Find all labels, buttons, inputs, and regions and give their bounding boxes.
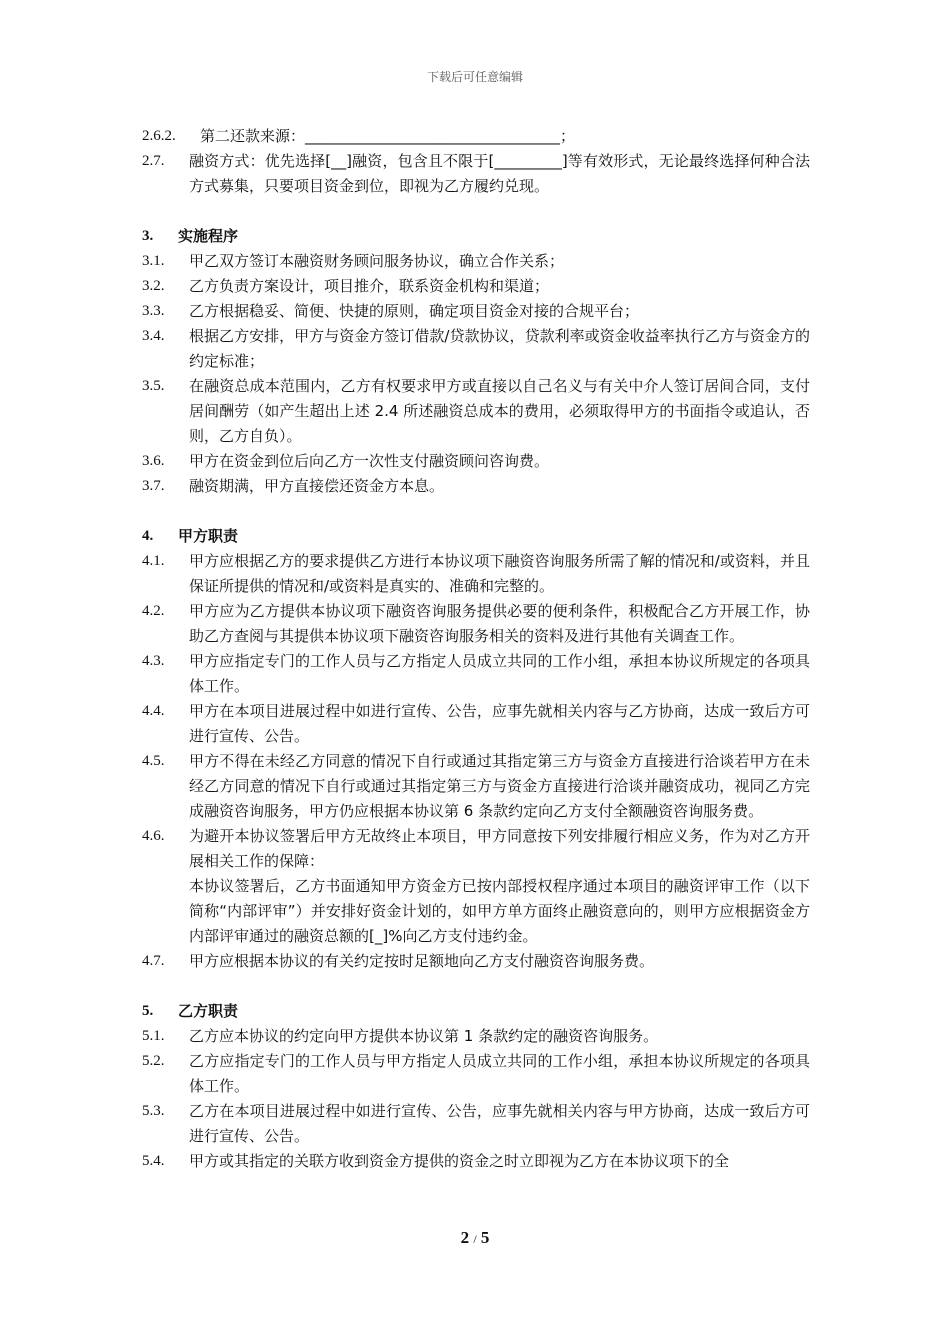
page-header: 下载后可任意编辑 [426,70,523,84]
clause-4-4 [142,699,810,749]
clause-number: 4.1. [142,553,165,569]
clause-text: 甲方在本项目进展过程中如进行宣传、公告，应事先就相关内容与乙方协商，达成一致后方可进行宣传、公告。 [189,702,810,745]
clause-3-2 [142,274,810,299]
clause-number: 4.3. [142,653,165,669]
clause-text: 乙方根据稳妥、简便、快捷的原则，确定项目资金对接的合规平台； [189,302,640,320]
clause-number: 4.7. [142,953,165,969]
section-title: 甲方职责 [178,527,239,545]
clause-number: 3.4. [142,328,165,344]
clause-text: 在融资总成本范围内，乙方有权要求甲方或直接以自己名义与有关中介人签订居间合同，支付居间酬劳（如产生超出上述 2.4 所述融资总成本的费用，必须取得甲方的书面指令或追认，否则，乙方自负）。 [189,377,810,445]
clause-number: 2.7. [142,153,165,169]
section-title: 乙方职责 [178,1002,239,1020]
page-separator: / [473,1232,477,1246]
clause-4-6 [142,824,810,874]
section-5-heading [142,999,810,1024]
clause-5-4 [142,1149,810,1174]
clause-2-6-2 [142,124,810,149]
clause-4-3 [142,649,810,699]
clause-text: 甲乙双方签订本融资财务顾问服务协议，确立合作关系； [189,252,565,270]
clause-4-2 [142,599,810,649]
clause-text: 第二还款来源：__________________________________； [200,127,576,145]
section-4-heading [142,524,810,549]
clause-number: 3.5. [142,378,165,394]
section-number: 4. [142,528,154,544]
clause-number: 5.3. [142,1103,165,1119]
clause-4-6-continuation: 本协议签署后，乙方书面通知甲方资金方已按内部授权程序通过本项目的融资评审工作（以下简称“内部评审”）并安排好资金计划的，如甲方单方面终止融资意向的，则甲方应根据资金方内部评审通过的融资总额的[_]%向乙方支付违约金。 [189,877,810,945]
clause-number: 4.5. [142,753,165,769]
clause-text: 甲方应指定专门的工作人员与乙方指定人员成立共同的工作小组，承担本协议所规定的各项具体工作。 [189,652,810,695]
clause-text: 甲方在资金到位后向乙方一次性支付融资顾问咨询费。 [189,452,550,470]
clause-text: 乙方在本项目进展过程中如进行宣传、公告，应事先就相关内容与甲方协商，达成一致后方可进行宣传、公告。 [189,1102,810,1145]
clause-3-3 [142,299,810,324]
section-title: 实施程序 [178,227,239,245]
clause-4-7 [142,949,810,974]
clause-4-1 [142,549,810,599]
clause-3-4 [142,324,810,374]
clause-2-7 [142,149,810,199]
clause-4-5 [142,749,810,824]
current-page: 2 [460,1228,470,1247]
clause-text: 乙方负责方案设计，项目推介，联系资金机构和渠道； [189,277,550,295]
clause-5-1 [142,1024,810,1049]
section-number: 3. [142,228,154,244]
clause-text: 为避开本协议签署后甲方无故终止本项目，甲方同意按下列安排履行相应义务，作为对乙方开展相关工作的保障： [189,827,810,870]
clause-text: 融资期满，甲方直接偿还资金方本息。 [189,477,445,495]
clause-number: 4.2. [142,603,165,619]
clause-number: 3.3. [142,303,165,319]
clause-number: 3.7. [142,478,165,494]
clause-5-3 [142,1099,810,1149]
clause-number: 5.2. [142,1053,165,1069]
clause-text: 乙方应指定专门的工作人员与甲方指定人员成立共同的工作小组，承担本协议所规定的各项具体工作。 [189,1052,810,1095]
section-number: 5. [142,1003,154,1019]
clause-text: 融资方式：优先选择[__]融资，包含且不限于[_________]等有效形式，无论最终选择何种合法方式募集，只要项目资金到位，即视为乙方履约兑现。 [189,152,810,195]
document-body [142,124,810,1174]
clause-text: 甲方应根据乙方的要求提供乙方进行本协议项下融资咨询服务所需了解的情况和/或资料，并且保证所提供的情况和/或资料是真实的、准确和完整的。 [189,552,810,595]
clause-number: 3.6. [142,453,165,469]
clause-number: 3.2. [142,278,165,294]
clause-text: 根据乙方安排，甲方与资金方签订借款/贷款协议，贷款利率或资金收益率执行乙方与资金方的约定标准； [189,327,810,370]
clause-text: 甲方应为乙方提供本协议项下融资咨询服务提供必要的便利条件，积极配合乙方开展工作，协助乙方查阅与其提供本协议项下融资咨询服务相关的资料及进行其他有关调查工作。 [189,602,810,645]
clause-number: 5.4. [142,1153,165,1169]
clause-3-5 [142,374,810,449]
clause-5-2 [142,1049,810,1099]
total-pages: 5 [480,1228,490,1247]
clause-text: 乙方应本协议的约定向甲方提供本协议第 1 条款约定的融资咨询服务。 [189,1027,659,1045]
clause-number: 4.6. [142,828,165,844]
clause-number: 3.1. [142,253,165,269]
clause-text: 甲方不得在未经乙方同意的情况下自行或通过其指定第三方与资金方直接进行洽谈若甲方在未经乙方同意的情况下自行或通过其指定第三方与资金方直接进行洽谈并融资成功，视同乙方完成融资咨询服务，甲方仍应根据本协议第 6 条款约定向乙方支付全额融资咨询服务费。 [189,752,810,820]
clause-3-7 [142,474,810,499]
clause-text: 甲方或其指定的关联方收到资金方提供的资金之时立即视为乙方在本协议项下的全 [189,1152,730,1170]
clause-number: 5.1. [142,1028,165,1044]
clause-number: 4.4. [142,703,165,719]
section-3-heading [142,224,810,249]
clause-3-6 [142,449,810,474]
page-number [0,1228,950,1248]
clause-text: 甲方应根据本协议的有关约定按时足额地向乙方支付融资咨询服务费。 [189,952,655,970]
clause-number: 2.6.2. [142,128,176,144]
clause-3-1 [142,249,810,274]
